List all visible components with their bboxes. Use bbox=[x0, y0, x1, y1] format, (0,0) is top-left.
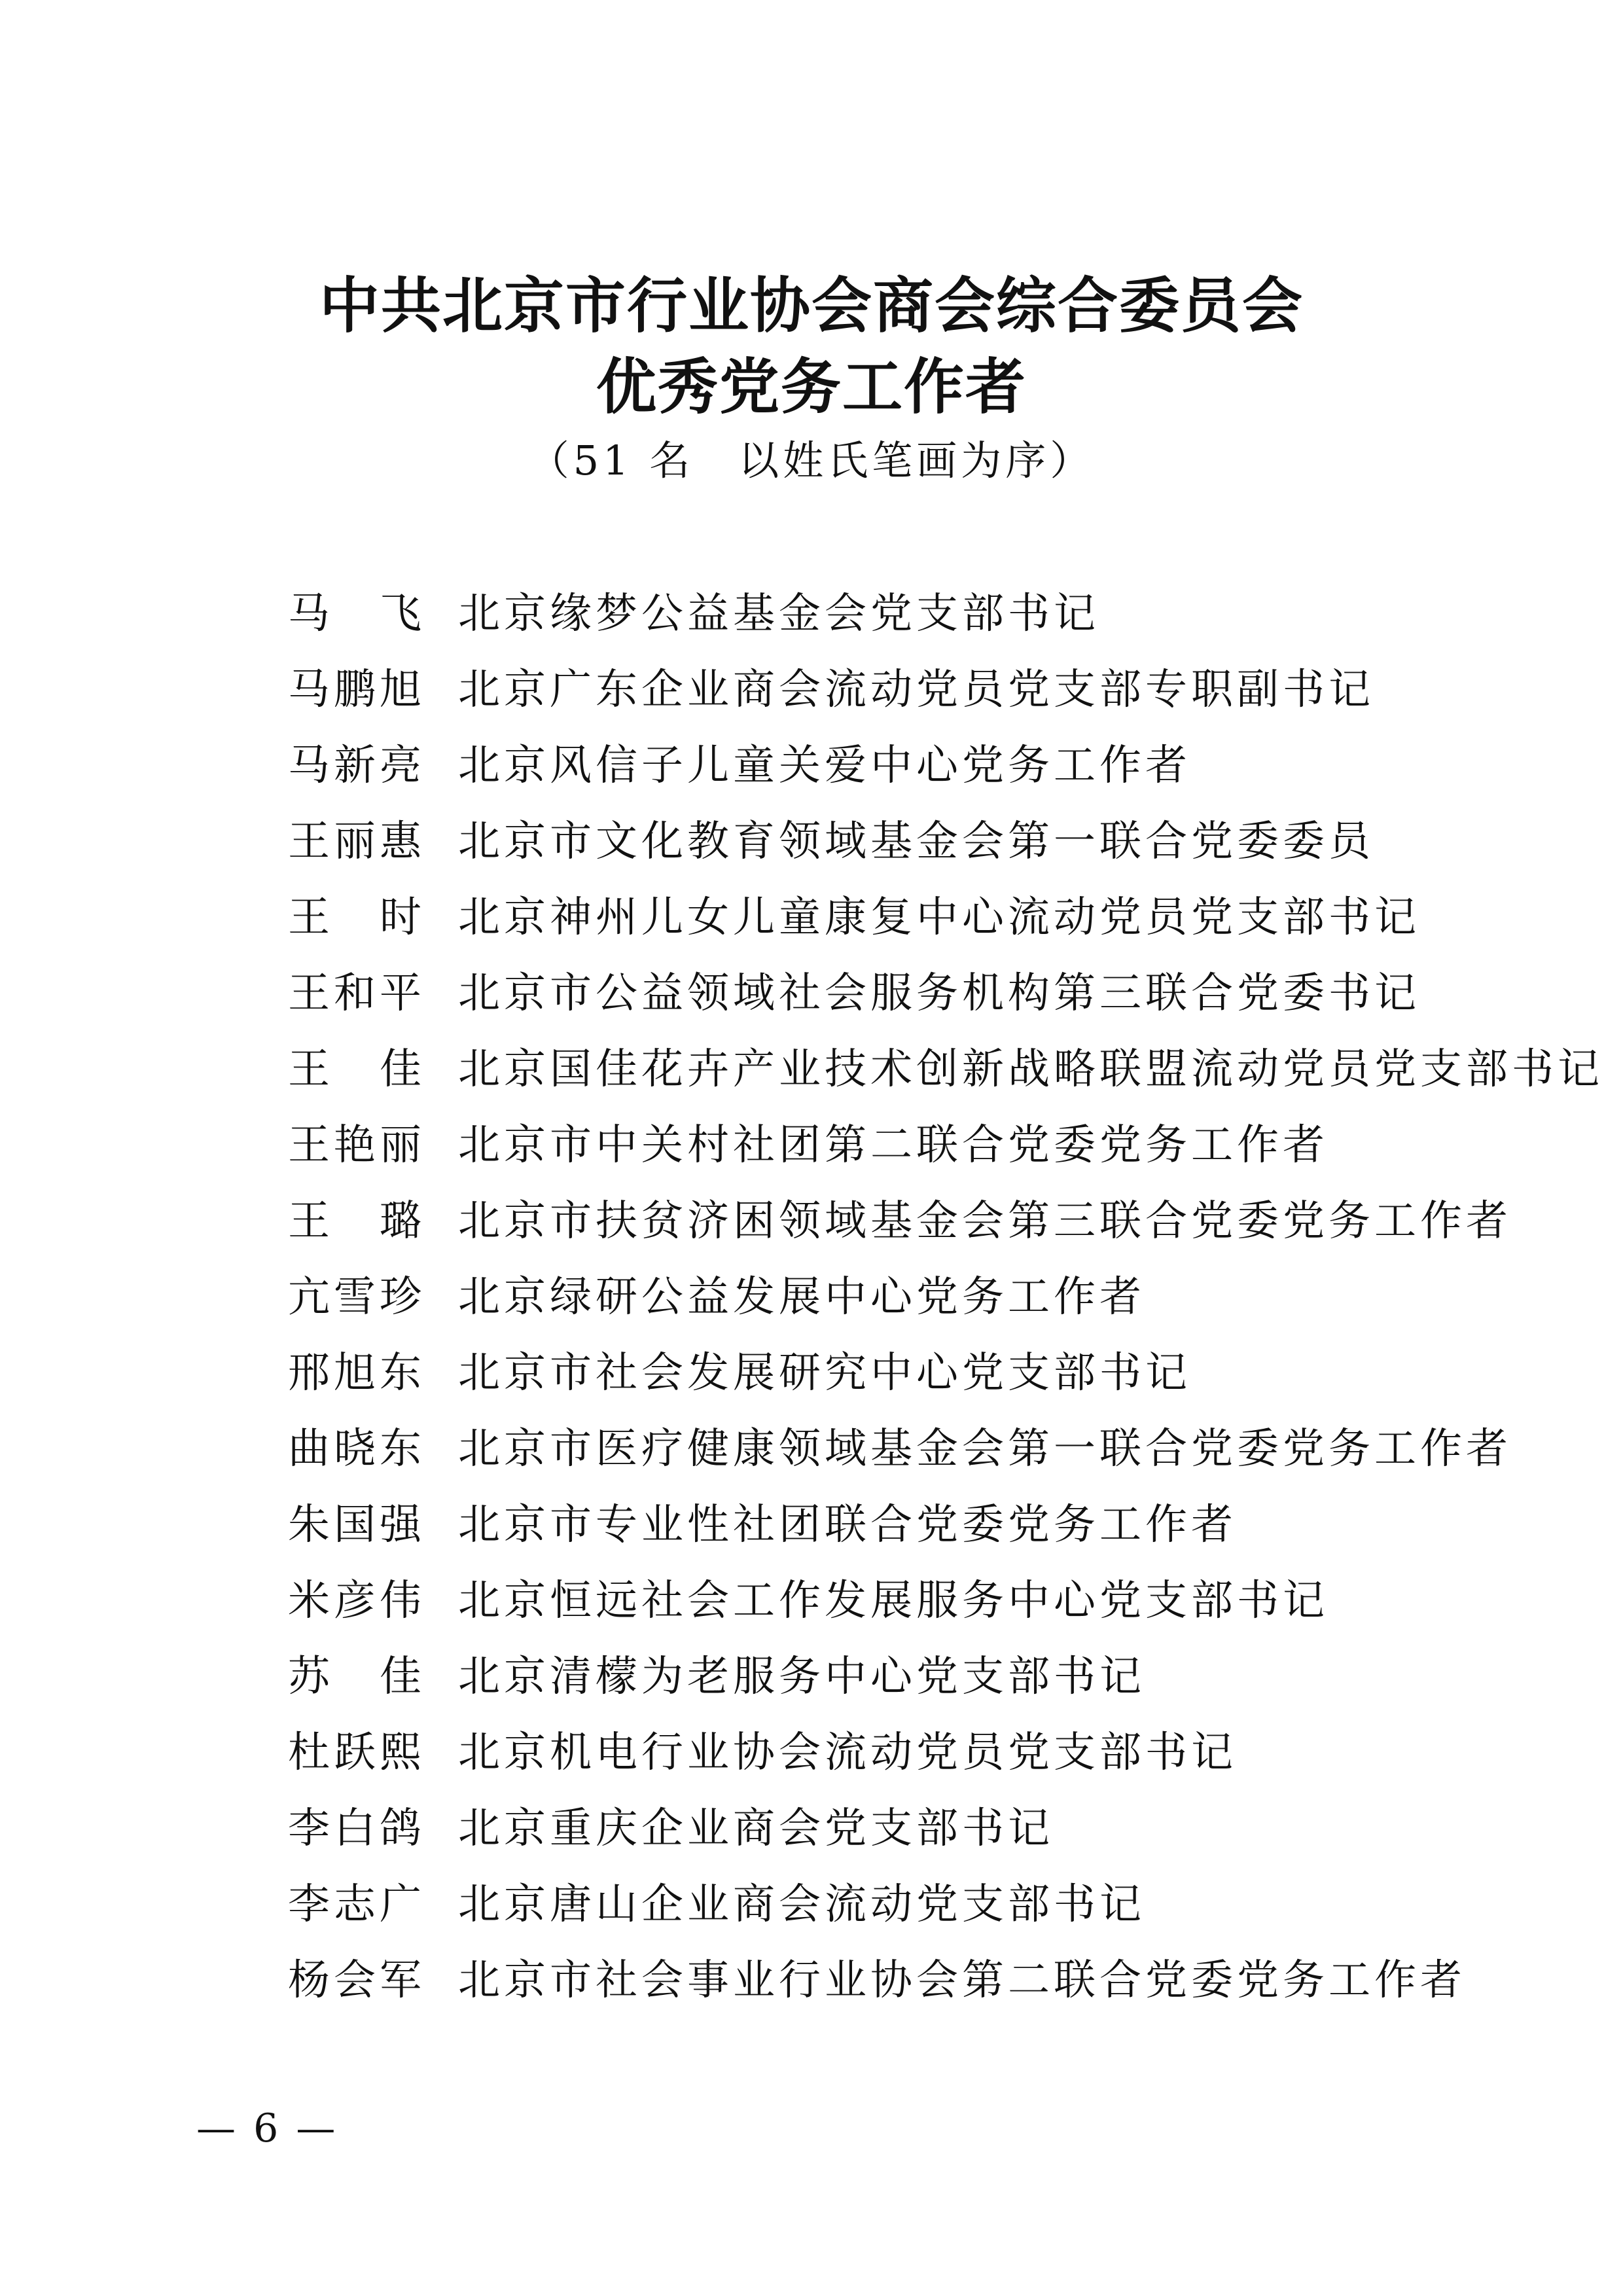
awardee-position: 北京市扶贫济困领域基金会第三联合党委党务工作者 bbox=[458, 1197, 1512, 1246]
awardee-name: 邢旭东 bbox=[288, 1349, 425, 1397]
awardee-name: 杜跃熙 bbox=[288, 1729, 425, 1777]
awardee-name: 马鹏旭 bbox=[288, 666, 425, 714]
awardee-position: 北京市公益领域社会服务机构第三联合党委书记 bbox=[458, 969, 1420, 1018]
awardee-name: 亢雪珍 bbox=[288, 1273, 425, 1321]
awardee-position: 北京市社会发展研究中心党支部书记 bbox=[458, 1349, 1191, 1397]
awardee-name: 李志广 bbox=[288, 1880, 425, 1929]
list-item bbox=[0, 1867, 1623, 1943]
list-item bbox=[0, 1943, 1623, 2018]
list-item bbox=[0, 1183, 1623, 1259]
awardee-position: 北京市医疗健康领域基金会第一联合党委党务工作者 bbox=[458, 1425, 1512, 1473]
list-item bbox=[0, 576, 1623, 652]
list-item bbox=[0, 1715, 1623, 1791]
awardee-name: 马新亮 bbox=[288, 742, 425, 790]
awardee-position: 北京市社会事业行业协会第二联合党委党务工作者 bbox=[458, 1956, 1466, 2005]
list-item bbox=[0, 804, 1623, 880]
list-item bbox=[0, 1335, 1623, 1411]
awardee-position: 北京绿研公益发展中心党务工作者 bbox=[458, 1273, 1145, 1321]
awardee-position: 北京国佳花卉产业技术创新战略联盟流动党员党支部书记 bbox=[458, 1045, 1603, 1094]
awardee-position: 北京广东企业商会流动党员党支部专职副书记 bbox=[458, 666, 1374, 714]
awardee-position: 北京缘梦公益基金会党支部书记 bbox=[458, 590, 1099, 638]
awardee-position: 北京机电行业协会流动党员党支部书记 bbox=[458, 1729, 1237, 1777]
awardee-position: 北京市中关村社团第二联合党委党务工作者 bbox=[458, 1121, 1329, 1170]
awardee-name: 李白鸽 bbox=[288, 1804, 425, 1853]
list-item bbox=[0, 1791, 1623, 1867]
document-title-line-2: 优秀党务工作者 bbox=[596, 352, 1027, 422]
list-item bbox=[0, 956, 1623, 1031]
awardee-name: 米彦伟 bbox=[288, 1577, 425, 1625]
list-item bbox=[0, 1107, 1623, 1183]
list-item bbox=[0, 1031, 1623, 1107]
awardee-name: 王艳丽 bbox=[288, 1121, 425, 1170]
list-item bbox=[0, 728, 1623, 804]
awardee-name: 马 飞 bbox=[288, 590, 425, 638]
awardee-name: 王 佳 bbox=[288, 1045, 425, 1094]
list-item bbox=[0, 1563, 1623, 1639]
awardee-position: 北京恒远社会工作发展服务中心党支部书记 bbox=[458, 1577, 1329, 1625]
awardee-position: 北京唐山企业商会流动党支部书记 bbox=[458, 1880, 1145, 1929]
awardee-position: 北京清檬为老服务中心党支部书记 bbox=[458, 1653, 1145, 1701]
page-number: — 6 — bbox=[196, 2106, 338, 2151]
list-item bbox=[0, 1259, 1623, 1335]
awardee-position: 北京神州儿女儿童康复中心流动党员党支部书记 bbox=[458, 893, 1420, 942]
awardee-name: 苏 佳 bbox=[288, 1653, 425, 1701]
document-subtitle: （51 名 以姓氏笔画为序） bbox=[528, 437, 1095, 484]
list-item bbox=[0, 652, 1623, 728]
awardee-position: 北京市文化教育领域基金会第一联合党委委员 bbox=[458, 817, 1374, 866]
awardee-name: 杨会军 bbox=[288, 1956, 425, 2005]
list-item bbox=[0, 880, 1623, 956]
list-item bbox=[0, 1639, 1623, 1715]
awardee-name: 王丽惠 bbox=[288, 817, 425, 866]
awardee-position: 北京重庆企业商会党支部书记 bbox=[458, 1804, 1054, 1853]
awardee-position: 北京市专业性社团联合党委党务工作者 bbox=[458, 1501, 1237, 1549]
awardee-name: 朱国强 bbox=[288, 1501, 425, 1549]
awardee-position: 北京风信子儿童关爱中心党务工作者 bbox=[458, 742, 1191, 790]
awardee-name: 王和平 bbox=[288, 969, 425, 1018]
awardee-name: 王 璐 bbox=[288, 1197, 425, 1246]
list-item bbox=[0, 1487, 1623, 1563]
awardee-name: 王 时 bbox=[288, 893, 425, 942]
list-item bbox=[0, 1411, 1623, 1487]
document-title-line-1: 中共北京市行业协会商会综合委员会 bbox=[319, 271, 1304, 341]
awardee-name: 曲晓东 bbox=[288, 1425, 425, 1473]
